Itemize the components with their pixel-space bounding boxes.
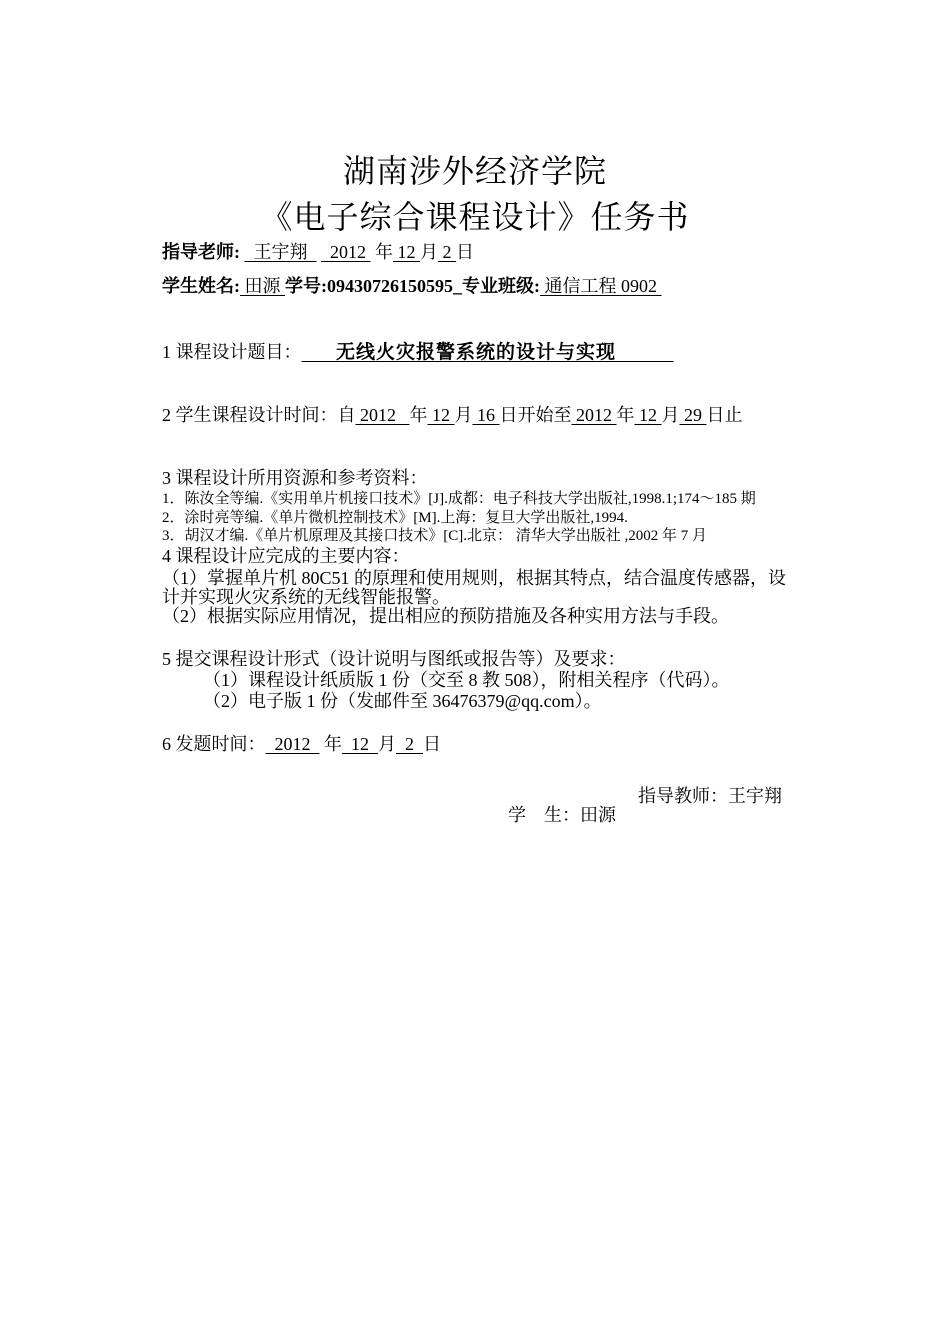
- issue-month: 12: [393, 242, 420, 262]
- school-name: 湖南涉外经济学院: [342, 153, 607, 189]
- signature-student: 学 生：田源: [508, 805, 616, 825]
- signature-teacher: 指导教师：王宇翔: [638, 786, 782, 806]
- class-label: 专业班级:: [462, 276, 540, 296]
- start-day: 16: [472, 405, 500, 425]
- section-3-label: 3 课程设计所用资源和参考资料：: [162, 468, 428, 488]
- month-unit: 月: [420, 242, 438, 262]
- end-day-unit: 日止: [706, 405, 743, 425]
- teacher-line: [162, 238, 474, 264]
- year-unit: 年: [370, 242, 393, 262]
- issue-date-day-unit: 日: [423, 734, 441, 754]
- submission-item: （2）电子版 1 份（发邮件至 36476379@qq.com）。: [203, 691, 602, 711]
- content-line: 计并实现火灾系统的无线智能报警。: [162, 587, 450, 607]
- student-line: [162, 272, 662, 298]
- day-unit: 日: [456, 242, 474, 262]
- issue-date-year-unit: 年: [319, 734, 342, 754]
- reference-item: 2．涂时亮等编.《单片微机控制技术》[M].上海：复旦大学出版社,1994.: [162, 510, 628, 526]
- section-4-label: 4 课程设计应完成的主要内容：: [162, 546, 410, 566]
- content-line: （1）掌握单片机 80C51 的原理和使用规则，根据其特点，结合温度传感器，设: [162, 568, 787, 588]
- student-label: 学生姓名:: [162, 276, 240, 296]
- content-line: （2）根据实际应用情况，提出相应的预防措施及各种实用方法与手段。: [162, 606, 729, 626]
- end-month-unit: 月: [661, 405, 680, 425]
- issue-year: 2012: [321, 242, 371, 262]
- start-year-unit: 年: [409, 405, 428, 425]
- start-month: 12: [427, 405, 455, 425]
- end-day: 29: [679, 405, 707, 425]
- end-year-unit: 年: [616, 405, 635, 425]
- student-name: 田源: [240, 276, 285, 296]
- issue-date-year: 2012: [265, 734, 320, 754]
- topic-title: 无线火灾报警系统的设计与实现: [301, 342, 674, 363]
- submission-item: （1）课程设计纸质版 1 份（交至 8 教 508），附相关程序（代码）。: [203, 670, 730, 690]
- section-5-label: 5 提交课程设计形式（设计说明与图纸或报告等）及要求：: [162, 649, 626, 669]
- reference-item: 3．胡汉才编.《单片机原理及其接口技术》[C].北京： 清华大学出版社 ,2002 年 7 月: [162, 528, 707, 544]
- teacher-name: 王宇翔: [244, 242, 317, 262]
- end-month: 12: [634, 405, 662, 425]
- issue-date-day: 2: [396, 734, 423, 754]
- section-1-topic: [162, 337, 674, 364]
- end-year: 2012: [571, 405, 617, 425]
- period-label: 2 学生课程设计时间：自: [162, 405, 356, 425]
- issue-date-month-unit: 月: [378, 734, 396, 754]
- start-month-unit: 月: [454, 405, 473, 425]
- class-separator: _: [453, 276, 462, 296]
- class-name: 通信工程 0902: [540, 276, 662, 296]
- section-6-issue-date: [162, 730, 441, 756]
- student-id: 09430726150595: [327, 276, 453, 296]
- student-id-label: 学号:: [285, 276, 327, 296]
- topic-label: 1 课程设计题目：: [162, 342, 302, 362]
- teacher-label: 指导老师:: [162, 242, 240, 262]
- reference-item: 1．陈汝全等编.《实用单片机接口技术》[J].成都：电子科技大学出版社,1998.1;174～185 期: [162, 491, 756, 507]
- document-title: 《电子综合课程设计》任务书: [260, 199, 690, 235]
- issue-date-month: 12: [342, 734, 378, 754]
- start-day-unit: 日开始至: [499, 405, 572, 425]
- issue-day: 2: [438, 242, 456, 262]
- start-year: 2012: [355, 405, 410, 425]
- issue-date-label: 6 发题时间：: [162, 734, 266, 754]
- section-2-period: [162, 401, 743, 427]
